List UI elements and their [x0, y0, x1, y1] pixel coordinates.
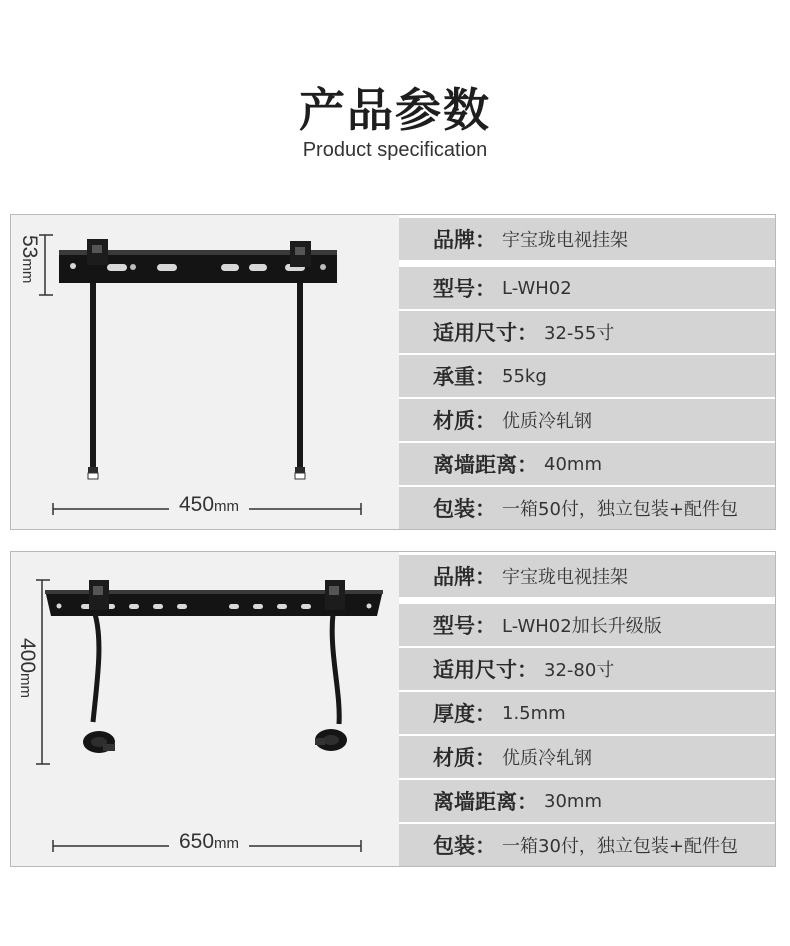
spec-label: 离墙距离：: [433, 790, 538, 814]
page-title: 产品参数: [299, 83, 491, 137]
spec-row-wall-distance: [399, 443, 775, 485]
height-dimension-label: 400mm: [16, 638, 39, 699]
spec-row-wall-distance: [399, 780, 775, 822]
spec-row-material: [399, 736, 775, 778]
spec-row-size: [399, 311, 775, 353]
height-dimension-label: 53mm: [18, 235, 41, 284]
spec-row-brand: [399, 218, 775, 260]
spec-value: 55kg: [502, 365, 547, 387]
safety-strap-left: [83, 614, 115, 753]
product-image-extended: [11, 552, 399, 866]
spec-row-model: [399, 604, 775, 646]
spec-label: 型号：: [433, 614, 496, 638]
spec-row-load: [399, 355, 775, 397]
product-image-standard: [11, 215, 399, 529]
spec-row-size: [399, 648, 775, 690]
spec-row-packaging: [399, 487, 775, 529]
spec-value: 一箱50付，独立包装+配件包: [502, 499, 738, 520]
spec-list-standard: [399, 215, 775, 529]
spec-value: 宇宝珑电视挂架: [502, 230, 628, 251]
width-dimension-label: 650mm: [169, 830, 249, 854]
spec-label: 包装：: [433, 834, 496, 858]
bracket-hook-right: [325, 580, 345, 610]
spec-value: 宇宝珑电视挂架: [502, 567, 628, 588]
spec-value: 优质冷轧钢: [502, 748, 592, 769]
spec-row-model: [399, 267, 775, 309]
spec-value: 32-80寸: [544, 660, 615, 681]
safety-strap-right: [315, 614, 347, 751]
spec-label: 包装：: [433, 497, 496, 521]
spec-list-extended: [399, 552, 775, 866]
page-subtitle: Product specification: [302, 139, 488, 161]
spec-value: 30mm: [544, 790, 602, 812]
spec-label: 材质：: [433, 409, 496, 433]
spec-value: 32-55寸: [544, 323, 615, 344]
product-panel-standard: [10, 214, 776, 530]
product-panel-extended: [10, 551, 776, 867]
spec-label: 承重：: [433, 365, 496, 389]
spec-value: L-WH02加长升级版: [502, 616, 662, 637]
spec-row-thickness: [399, 692, 775, 734]
safety-strap-right: [295, 283, 305, 479]
wall-mount-bracket-illustration: [11, 552, 399, 866]
spec-label: 适用尺寸：: [433, 321, 538, 345]
spec-row-packaging: [399, 824, 775, 866]
spec-value: 优质冷轧钢: [502, 411, 592, 432]
spec-label: 型号：: [433, 277, 496, 301]
spec-row-brand: [399, 555, 775, 597]
spec-value: 1.5mm: [502, 702, 566, 724]
bracket-hook-left: [89, 580, 109, 610]
spec-label: 厚度：: [433, 702, 496, 726]
safety-strap-left: [88, 283, 98, 479]
spec-label: 离墙距离：: [433, 453, 538, 477]
bracket-hook-left: [87, 239, 108, 265]
spec-label: 材质：: [433, 746, 496, 770]
spec-row-material: [399, 399, 775, 441]
spec-label: 品牌：: [433, 565, 496, 589]
spec-value: L-WH02: [502, 277, 572, 299]
height-dimension-line: [39, 235, 53, 295]
wall-mount-bracket-illustration: [11, 215, 399, 529]
spec-label: 品牌：: [433, 228, 496, 252]
spec-value: 40mm: [544, 453, 602, 475]
spec-value: 一箱30付，独立包装+配件包: [502, 836, 738, 857]
spec-label: 适用尺寸：: [433, 658, 538, 682]
width-dimension-label: 450mm: [169, 493, 249, 517]
bracket-hook-right: [290, 241, 311, 267]
page-header: [0, 0, 790, 200]
